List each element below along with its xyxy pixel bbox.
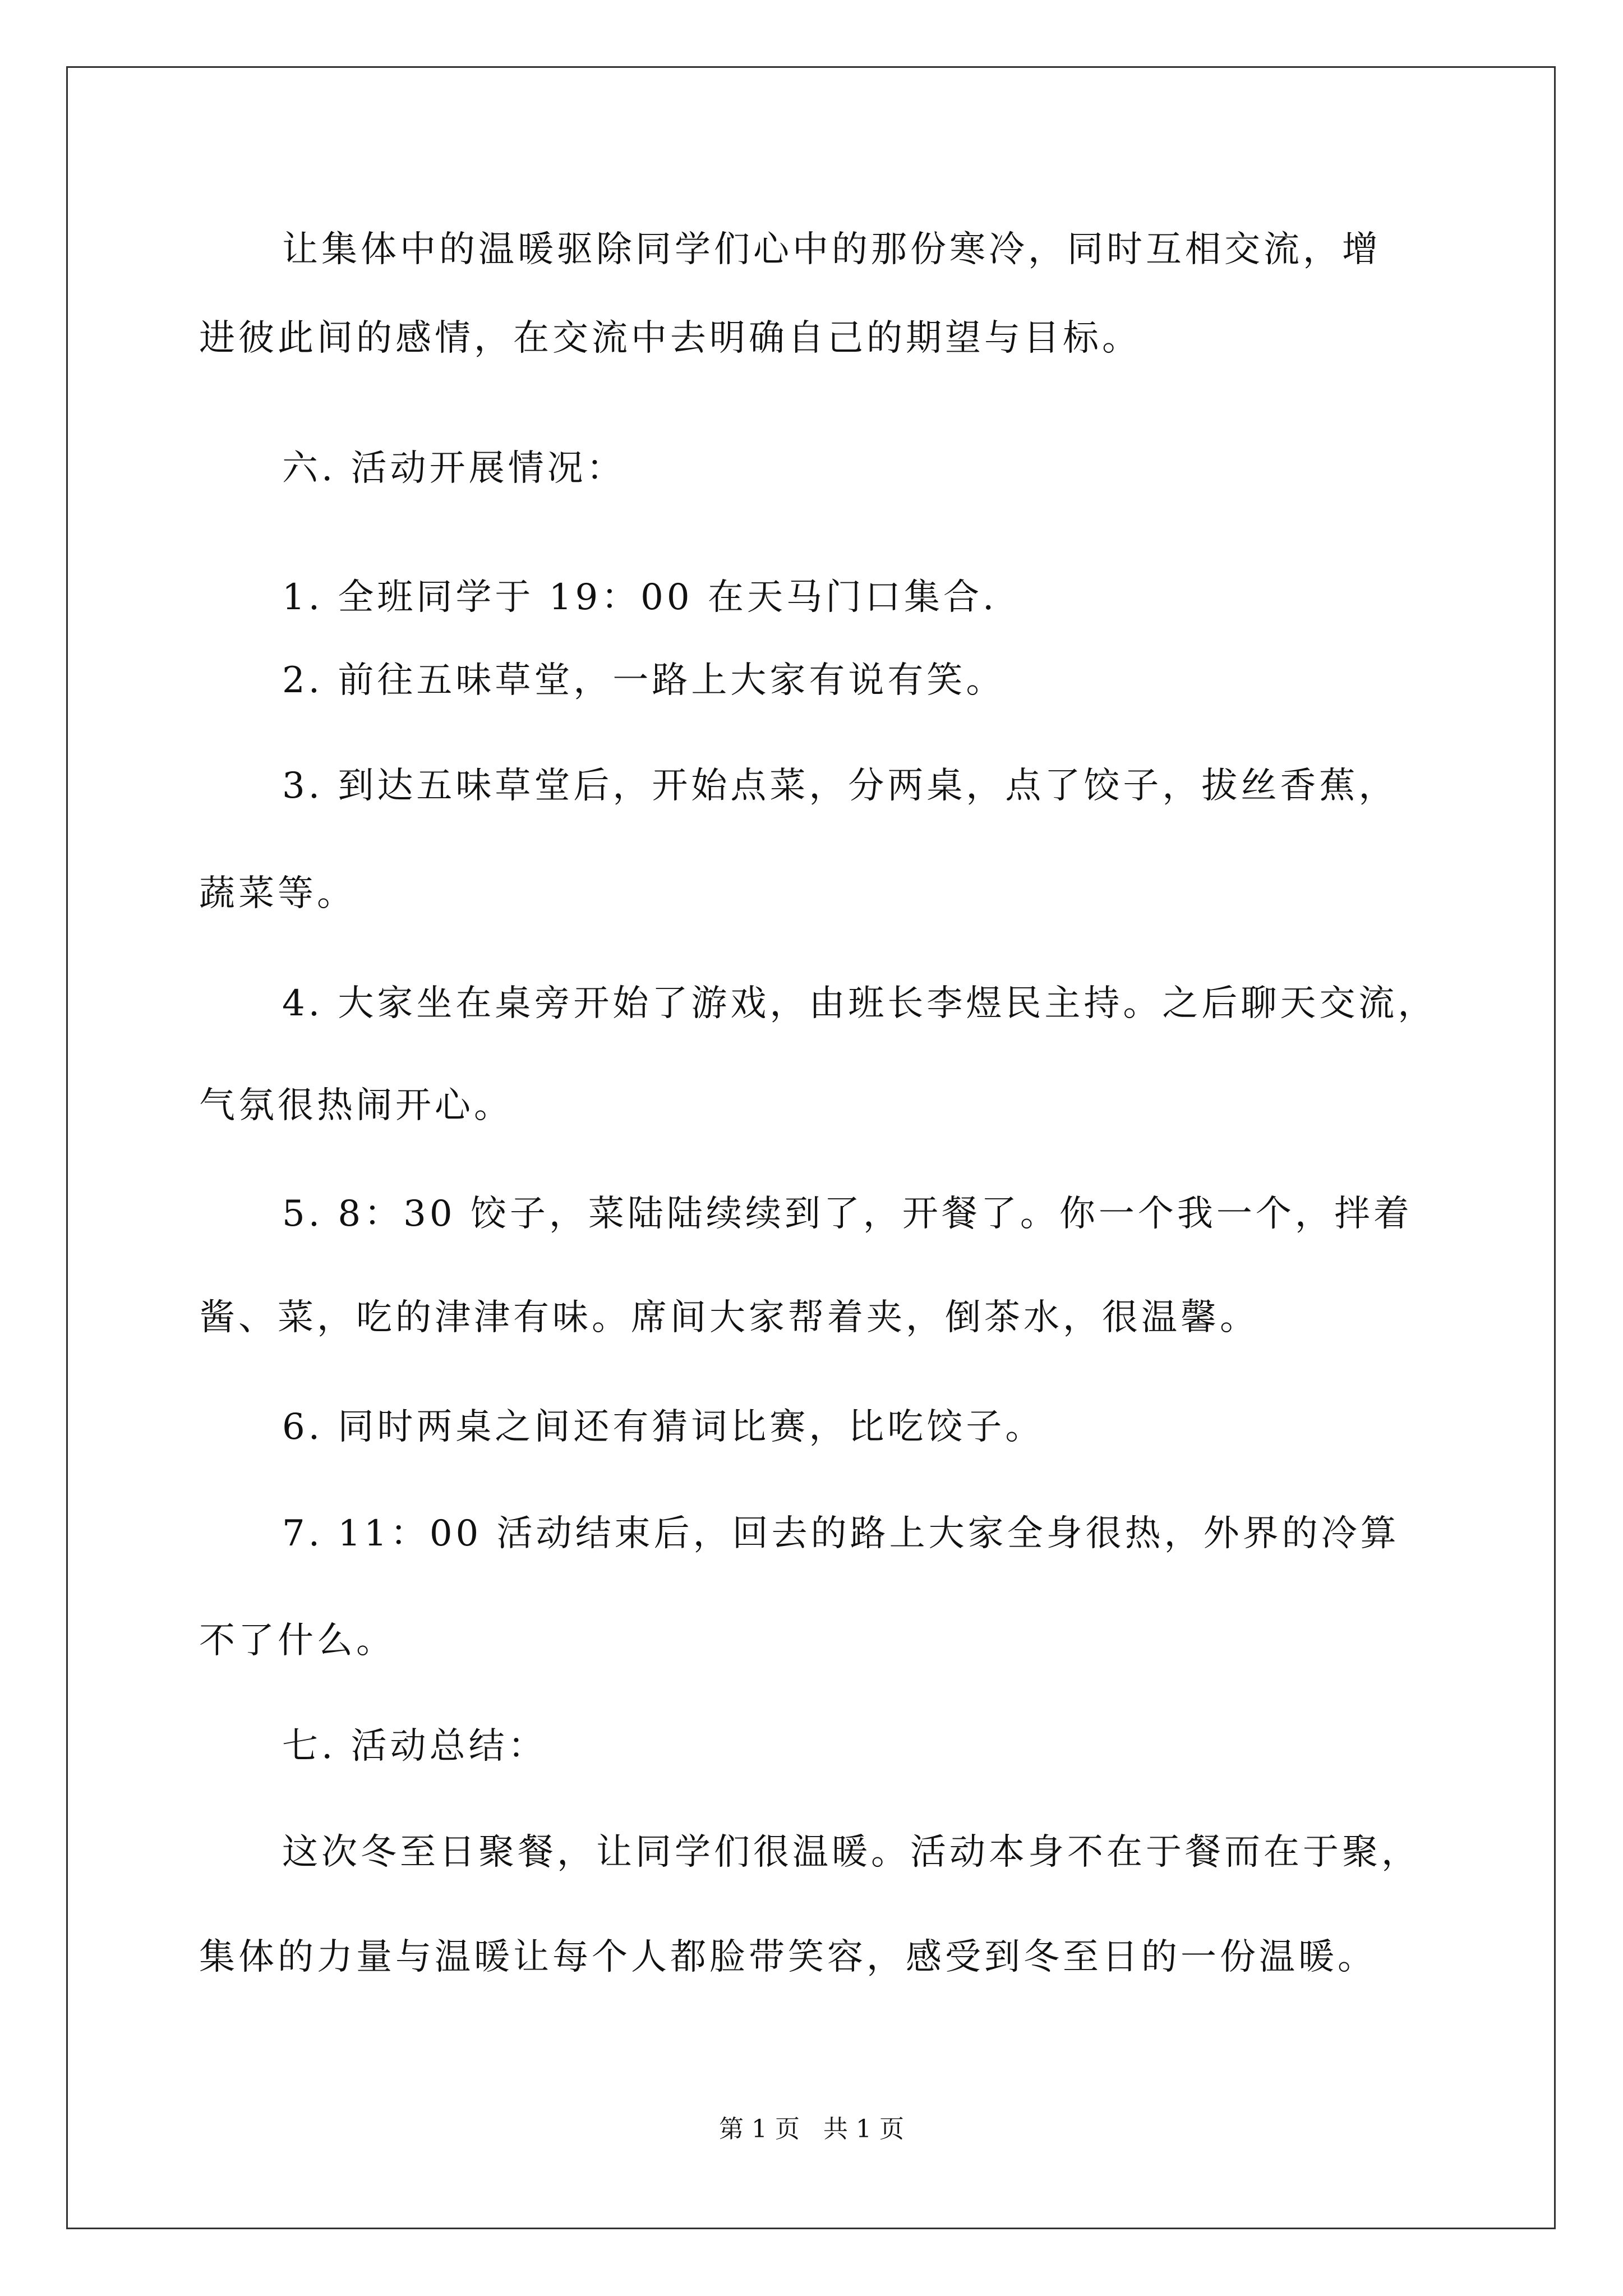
section-heading: 六. 活动开展情况： (282, 448, 626, 489)
page-footer: 第 1 页 共 1 页 (719, 2115, 904, 2143)
list-item-continuation: 不了什么。 (199, 1620, 395, 1662)
section-heading: 七. 活动总结： (282, 1726, 547, 1767)
list-item: 1. 全班同学于 19：00 在天马门口集合. (282, 577, 998, 618)
list-item-continuation: 蔬菜等。 (199, 873, 356, 914)
list-item: 2. 前往五味草堂，一路上大家有说有笑。 (282, 660, 1006, 701)
list-item-continuation: 酱、菜，吃的津津有味。席间大家帮着夹，倒茶水，很温馨。 (199, 1297, 1259, 1338)
summary-line: 这次冬至日聚餐，让同学们很温暖。活动本身不在于餐而在于聚， (282, 1832, 1421, 1873)
list-item: 5. 8：30 饺子，菜陆陆续续到了，开餐了。你一个我一个，拌着 (282, 1193, 1413, 1235)
list-item-continuation: 气氛很热闹开心。 (199, 1085, 513, 1126)
summary-line: 集体的力量与温暖让每个人都脸带笑容，感受到冬至日的一份温暖。 (199, 1936, 1377, 1978)
list-item: 6. 同时两桌之间还有猜词比赛，比吃饺子。 (282, 1406, 1045, 1448)
list-item: 7. 11：00 活动结束后，回去的路上大家全身很热，外界的冷算 (282, 1513, 1400, 1554)
list-item: 4. 大家坐在桌旁开始了游戏，由班长李煜民主持。之后聊天交流， (282, 983, 1437, 1024)
paragraph-line: 让集体中的温暖驱除同学们心中的那份寒冷，同时互相交流，增 (282, 229, 1381, 270)
paragraph-line: 进彼此间的感情，在交流中去明确自己的期望与目标。 (199, 318, 1141, 359)
page-border (66, 66, 1556, 2229)
list-item: 3. 到达五味草堂后，开始点菜，分两桌，点了饺子，拔丝香蕉， (282, 765, 1398, 807)
